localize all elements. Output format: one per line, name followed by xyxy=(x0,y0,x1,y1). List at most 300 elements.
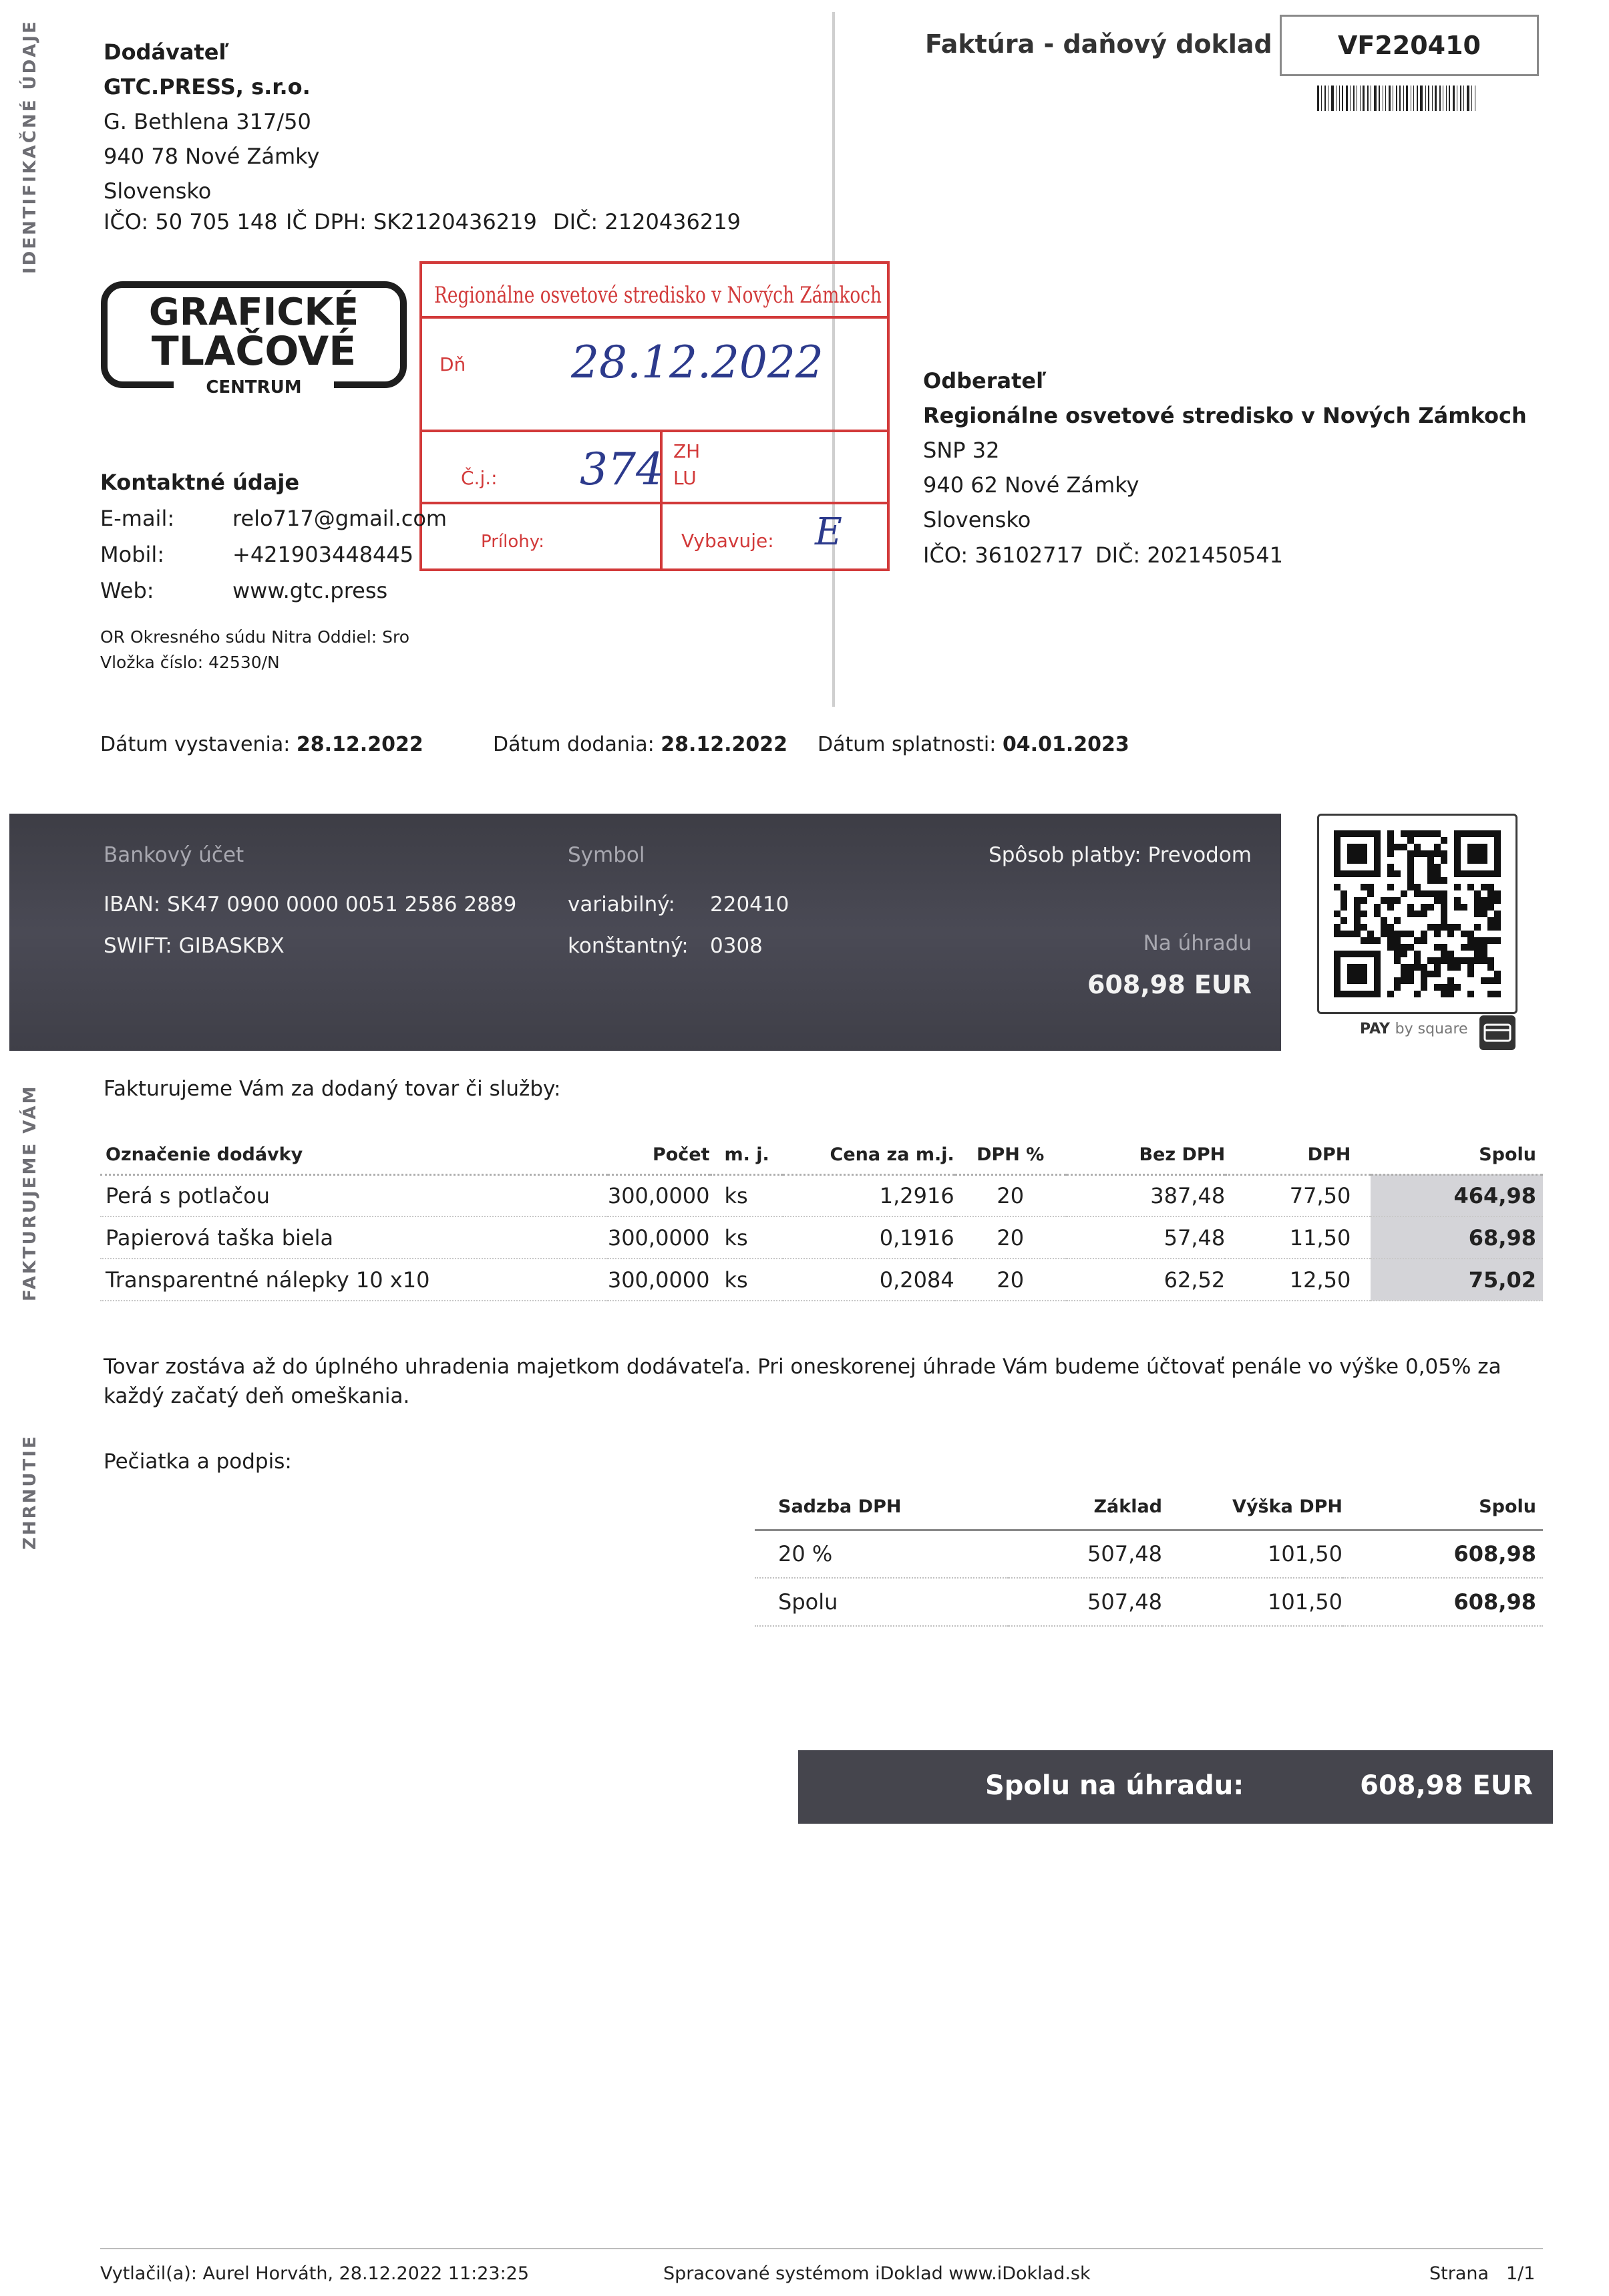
barcode-bar xyxy=(1463,86,1464,111)
stamp-lu: LU xyxy=(673,467,697,489)
stamp-number-value: 374 xyxy=(580,444,664,495)
due-amount: 608,98 EUR xyxy=(1087,970,1252,999)
qr-module xyxy=(1447,951,1454,957)
qr-module xyxy=(1487,977,1494,984)
table-row xyxy=(100,1216,1543,1259)
qr-module xyxy=(1361,937,1367,944)
qr-module xyxy=(1394,977,1401,984)
qr-module xyxy=(1494,897,1501,904)
qr-module xyxy=(1474,904,1481,911)
qr-module xyxy=(1454,964,1461,971)
barcode-bar xyxy=(1339,86,1340,111)
qr-module xyxy=(1467,931,1474,937)
qr-module xyxy=(1494,911,1501,917)
customer-street: SNP 32 xyxy=(923,438,1000,463)
swift: SWIFT: GIBASKBX xyxy=(104,934,285,958)
qr-module xyxy=(1387,850,1394,857)
qr-module xyxy=(1340,904,1347,911)
item-vat-rate: 20 xyxy=(954,1174,1067,1216)
qr-module xyxy=(1407,850,1414,857)
qr-module xyxy=(1401,931,1407,937)
qr-module xyxy=(1407,931,1414,937)
qr-module xyxy=(1394,917,1401,924)
qr-module xyxy=(1367,937,1374,944)
qr-module xyxy=(1467,964,1474,971)
col-unit: m. j. xyxy=(710,1136,783,1174)
qr-module xyxy=(1414,937,1421,944)
sum-col-vat: Výška DPH xyxy=(1162,1484,1343,1530)
item-unit-price: 0,2084 xyxy=(783,1259,954,1301)
item-total: 75,02 xyxy=(1371,1259,1543,1301)
col-count: Počet xyxy=(608,1136,710,1174)
summary-total: 608,98 xyxy=(1343,1578,1543,1626)
barcode-bar xyxy=(1385,86,1386,111)
qr-module xyxy=(1441,857,1447,864)
col-net: Bez DPH xyxy=(1067,1136,1226,1174)
item-name: Perá s potlačou xyxy=(100,1174,608,1216)
date-issued-value: 28.12.2022 xyxy=(296,733,423,756)
qr-module xyxy=(1474,951,1481,957)
qr-module xyxy=(1447,924,1454,931)
qr-module xyxy=(1447,964,1454,971)
qr-module xyxy=(1474,911,1481,917)
summary-total: 608,98 xyxy=(1343,1530,1543,1578)
qr-module xyxy=(1441,924,1447,931)
qr-module xyxy=(1407,904,1414,911)
stamp-and-signature: Pečiatka a podpis: xyxy=(104,1450,292,1474)
qr-module xyxy=(1361,897,1367,904)
qr-module xyxy=(1407,870,1414,877)
qr-module xyxy=(1421,977,1427,984)
qr-module xyxy=(1481,911,1487,917)
qr-module xyxy=(1334,931,1340,937)
summary-rate: Spolu xyxy=(755,1578,1009,1626)
qr-module xyxy=(1441,897,1447,904)
qr-module xyxy=(1427,957,1434,964)
invoice-intro: Fakturujeme Vám za dodaný tovar či služby: xyxy=(104,1077,561,1101)
footer-page: 1/1 xyxy=(1506,2263,1536,2284)
summary-base: 507,48 xyxy=(1009,1530,1162,1578)
qr-module xyxy=(1487,904,1494,911)
qr-module xyxy=(1427,877,1434,884)
supplier-city: 940 78 Nové Zámky xyxy=(104,144,320,169)
barcode-bar xyxy=(1471,86,1472,111)
qr-module xyxy=(1421,971,1427,977)
qr-module xyxy=(1421,890,1427,897)
summary-row xyxy=(755,1578,1543,1626)
date-issued xyxy=(100,733,423,756)
qr-module xyxy=(1441,917,1447,924)
qr-module xyxy=(1474,890,1481,897)
qr-module xyxy=(1407,857,1414,864)
qr-module xyxy=(1434,877,1441,884)
barcode-bar xyxy=(1360,86,1361,111)
qr-module xyxy=(1474,944,1481,951)
qr-module xyxy=(1454,957,1461,964)
date-due xyxy=(818,733,1129,756)
qr-module xyxy=(1434,897,1441,904)
barcode-bar xyxy=(1417,86,1418,111)
barcode-bar xyxy=(1399,86,1401,111)
barcode-bar xyxy=(1432,86,1433,111)
qr-module xyxy=(1427,971,1434,977)
item-unit: ks xyxy=(710,1259,783,1301)
barcode-bar xyxy=(1331,86,1334,111)
barcode-bar xyxy=(1346,86,1348,111)
qr-module xyxy=(1421,850,1427,857)
qr-module xyxy=(1387,897,1394,904)
qr-module xyxy=(1434,964,1441,971)
qr-module xyxy=(1427,870,1434,877)
company-logo xyxy=(100,279,407,399)
qr-module xyxy=(1441,991,1447,997)
qr-module xyxy=(1434,957,1441,964)
qr-module xyxy=(1414,957,1421,964)
qr-module xyxy=(1467,991,1474,997)
qr-module xyxy=(1434,864,1441,870)
qr-module xyxy=(1441,951,1447,957)
barcode-bar xyxy=(1406,86,1408,111)
qr-module xyxy=(1487,937,1494,944)
bank-account-label: Bankový účet xyxy=(104,843,244,867)
pay-by-square-pay: PAY xyxy=(1360,1021,1390,1037)
qr-module xyxy=(1387,830,1394,837)
stamp-vybavuje-value: E xyxy=(815,510,842,554)
qr-module xyxy=(1427,864,1434,870)
barcode xyxy=(1317,86,1504,111)
qr-module xyxy=(1487,917,1494,924)
qr-module xyxy=(1494,917,1501,924)
web-label: Web: xyxy=(100,578,154,603)
qr-module xyxy=(1467,937,1474,944)
barcode-bar xyxy=(1449,86,1450,111)
qr-module xyxy=(1487,964,1494,971)
qr-module xyxy=(1414,844,1421,850)
qr-module xyxy=(1394,937,1401,944)
barcode-bar xyxy=(1425,86,1426,111)
vat-summary-table xyxy=(755,1484,1543,1627)
qr-module xyxy=(1441,957,1447,964)
qr-module xyxy=(1414,964,1421,971)
qr-module xyxy=(1487,924,1494,931)
qr-module xyxy=(1381,917,1387,924)
qr-module xyxy=(1454,884,1461,890)
stamp-number-label: Č.j.: xyxy=(461,467,498,489)
barcode-bar xyxy=(1321,86,1322,111)
barcode-bar xyxy=(1396,86,1397,111)
qr-module xyxy=(1421,911,1427,917)
qr-module xyxy=(1401,964,1407,971)
qr-module xyxy=(1367,890,1374,897)
table-row xyxy=(100,1174,1543,1216)
mobile-label: Mobil: xyxy=(100,542,165,567)
supplier-street: G. Bethlena 317/50 xyxy=(104,109,311,134)
barcode-bar xyxy=(1420,86,1423,111)
qr-module xyxy=(1481,944,1487,951)
barcode-bar xyxy=(1446,86,1447,111)
qr-module xyxy=(1441,890,1447,897)
barcode-bar xyxy=(1467,86,1469,111)
qr-module xyxy=(1414,884,1421,890)
qr-module xyxy=(1481,884,1487,890)
qr-module xyxy=(1394,931,1401,937)
sum-col-rate: Sadzba DPH xyxy=(755,1484,1009,1530)
stamp-date-value: 28.12.2022 xyxy=(571,337,824,388)
item-count: 300,0000 xyxy=(608,1259,710,1301)
qr-module xyxy=(1474,924,1481,931)
qr-module xyxy=(1461,931,1467,937)
qr-module xyxy=(1407,864,1414,870)
pay-by-square-label xyxy=(1360,1021,1468,1037)
barcode-bar xyxy=(1317,86,1319,111)
customer-name: Regionálne osvetové stredisko v Nových Zámkoch xyxy=(923,403,1527,428)
sum-col-base: Základ xyxy=(1009,1484,1162,1530)
qr-module xyxy=(1434,984,1441,991)
item-total: 68,98 xyxy=(1371,1216,1543,1259)
date-delivery-value: 28.12.2022 xyxy=(661,733,788,756)
qr-module xyxy=(1467,957,1474,964)
qr-module xyxy=(1434,931,1441,937)
col-total: Spolu xyxy=(1371,1136,1543,1174)
qr-module xyxy=(1447,984,1454,991)
grand-total-value: 608,98 EUR xyxy=(1360,1770,1533,1801)
qr-module xyxy=(1434,971,1441,977)
item-vat: 77,50 xyxy=(1225,1174,1371,1216)
qr-module xyxy=(1481,951,1487,957)
qr-module xyxy=(1354,917,1361,924)
qr-module xyxy=(1354,904,1361,911)
qr-module xyxy=(1394,870,1401,877)
qr-module xyxy=(1414,830,1421,837)
supplier-ico: IČO: 50 705 148 xyxy=(104,209,278,234)
qr-module xyxy=(1421,964,1427,971)
qr-module xyxy=(1401,844,1407,850)
summary-vat: 101,50 xyxy=(1162,1530,1343,1578)
stamp-date-label: Dň xyxy=(439,353,466,375)
qr-module xyxy=(1414,911,1421,917)
qr-module xyxy=(1347,931,1354,937)
vs-value: 220410 xyxy=(710,892,789,917)
qr-module xyxy=(1340,897,1347,904)
grand-total-band xyxy=(798,1750,1553,1824)
stamp-vybavuje-label: Vybavuje: xyxy=(681,530,774,552)
barcode-bar xyxy=(1367,86,1369,111)
qr-module xyxy=(1474,937,1481,944)
qr-module xyxy=(1421,931,1427,937)
qr-module xyxy=(1421,937,1427,944)
iban: IBAN: SK47 0900 0000 0051 2586 2889 xyxy=(104,892,517,917)
qr-module xyxy=(1361,924,1367,931)
qr-module xyxy=(1407,837,1414,844)
col-unit-price: Cena za m.j. xyxy=(783,1136,954,1174)
qr-module xyxy=(1467,944,1474,951)
qr-module xyxy=(1494,991,1501,997)
side-label-invoice: FAKTURUJEME VÁM xyxy=(20,1084,40,1301)
qr-module xyxy=(1481,897,1487,904)
qr-module xyxy=(1434,944,1441,951)
qr-module xyxy=(1334,911,1340,917)
qr-module xyxy=(1387,870,1394,877)
supplier-dic: DIČ: 2120436219 xyxy=(553,209,741,234)
qr-module xyxy=(1441,837,1447,844)
qr-module xyxy=(1381,931,1387,937)
qr-module xyxy=(1394,897,1401,904)
qr-module xyxy=(1454,984,1461,991)
qr-module xyxy=(1487,897,1494,904)
qr-module xyxy=(1441,877,1447,884)
side-label-ident: IDENTIFIKAČNÉ ÚDAJE xyxy=(20,19,40,274)
qr-module xyxy=(1427,924,1434,931)
supplier-heading: Dodávateľ xyxy=(104,39,229,65)
footer-page-label: Strana xyxy=(1429,2263,1489,2284)
qr-module xyxy=(1434,850,1441,857)
qr-module xyxy=(1421,984,1427,991)
qr-module xyxy=(1387,884,1394,890)
qr-module xyxy=(1481,937,1487,944)
ks-value: 0308 xyxy=(710,934,763,958)
side-label-summary: ZHRNUTIE xyxy=(20,1434,40,1550)
qr-module xyxy=(1340,890,1347,897)
qr-module xyxy=(1481,957,1487,964)
qr-module xyxy=(1381,924,1387,931)
qr-module xyxy=(1447,977,1454,984)
qr-module xyxy=(1367,931,1374,937)
qr-module xyxy=(1340,917,1347,924)
qr-module xyxy=(1401,977,1407,984)
qr-module xyxy=(1487,991,1494,997)
mobile-value: +421903448445 xyxy=(232,542,414,567)
qr-module xyxy=(1454,897,1461,904)
barcode-bar xyxy=(1460,86,1461,111)
footer-printed: Vytlačil(a): Aurel Horváth, 28.12.2022 11:23:25 xyxy=(100,2263,530,2284)
qr-module xyxy=(1374,937,1381,944)
qr-module xyxy=(1481,904,1487,911)
grand-total-label: Spolu na úhradu: xyxy=(985,1770,1244,1801)
qr-module xyxy=(1434,830,1441,837)
footer-system: Spracované systémom iDoklad www.iDoklad.sk xyxy=(663,2263,1091,2284)
qr-module xyxy=(1494,924,1501,931)
qr-module xyxy=(1387,844,1394,850)
customer-country: Slovensko xyxy=(923,507,1031,532)
document-title: Faktúra - daňový doklad xyxy=(925,29,1272,59)
qr-module xyxy=(1454,904,1461,911)
qr-module xyxy=(1387,924,1394,931)
qr-module xyxy=(1394,984,1401,991)
qr-module xyxy=(1347,844,1367,864)
customer-ico: IČO: 36102717 xyxy=(923,542,1084,568)
qr-module xyxy=(1407,964,1414,971)
customer-city: 940 62 Nové Zámky xyxy=(923,472,1139,498)
qr-module xyxy=(1441,904,1447,911)
qr-module xyxy=(1414,890,1421,897)
payment-method: Spôsob platby: Prevodom xyxy=(989,843,1252,867)
qr-module xyxy=(1347,964,1367,984)
qr-module xyxy=(1461,957,1467,964)
col-vat-rate: DPH % xyxy=(954,1136,1067,1174)
barcode-bar xyxy=(1342,86,1343,111)
date-delivery xyxy=(493,733,787,756)
customer-block xyxy=(923,363,1527,537)
summary-base: 507,48 xyxy=(1009,1578,1162,1626)
qr-module xyxy=(1407,944,1414,951)
qr-module xyxy=(1434,870,1441,877)
qr-module xyxy=(1441,911,1447,917)
item-name: Papierová taška biela xyxy=(100,1216,608,1259)
ownership-note: Tovar zostáva až do úplného uhradenia majetkom dodávateľa. Pri oneskorenej úhrade Vám budeme účtovať penále vo výške 0,05% za každý začatý deň omeškania. xyxy=(104,1355,1501,1408)
qr-module xyxy=(1494,971,1501,977)
items-header-row xyxy=(100,1136,1543,1174)
contacts-heading: Kontaktné údaje xyxy=(100,470,300,495)
qr-module xyxy=(1441,944,1447,951)
qr-module xyxy=(1361,911,1367,917)
qr-module xyxy=(1434,890,1441,897)
logo-line3: CENTRUM xyxy=(206,377,302,397)
qr-module xyxy=(1387,864,1394,870)
qr-module xyxy=(1461,944,1467,951)
qr-module xyxy=(1407,911,1414,917)
qr-module xyxy=(1374,911,1381,917)
qr-module xyxy=(1407,877,1414,884)
qr-module xyxy=(1401,951,1407,957)
item-net: 387,48 xyxy=(1067,1174,1226,1216)
qr-module xyxy=(1414,850,1421,857)
qr-module xyxy=(1407,971,1414,977)
supplier-icdph: IČ DPH: SK2120436219 xyxy=(286,209,537,234)
qr-module xyxy=(1447,957,1454,964)
item-net: 62,52 xyxy=(1067,1259,1226,1301)
qr-module xyxy=(1387,937,1394,944)
qr-module xyxy=(1401,890,1407,897)
item-vat-rate: 20 xyxy=(954,1259,1067,1301)
item-net: 57,48 xyxy=(1067,1216,1226,1259)
barcode-bar xyxy=(1324,86,1326,111)
item-name: Transparentné nálepky 10 x10 xyxy=(100,1259,608,1301)
email-link[interactable]: relo717@gmail.com xyxy=(232,506,448,531)
qr-module xyxy=(1487,884,1494,890)
customer-heading: Odberateľ xyxy=(923,368,1047,393)
summary-header-row xyxy=(755,1484,1543,1530)
qr-module xyxy=(1441,850,1447,857)
qr-module xyxy=(1421,904,1427,911)
qr-module xyxy=(1494,890,1501,897)
due-label: Na úhradu xyxy=(1143,931,1252,955)
web-link[interactable]: www.gtc.press xyxy=(232,578,388,603)
qr-module xyxy=(1487,957,1494,964)
stamp-title: Regionálne osvetové stredisko v Nových Zámkoch xyxy=(434,282,882,309)
item-count: 300,0000 xyxy=(608,1174,710,1216)
item-total: 464,98 xyxy=(1371,1174,1543,1216)
date-due-value: 04.01.2023 xyxy=(1002,733,1129,756)
qr-module xyxy=(1394,944,1401,951)
court-register-line2: Vložka číslo: 42530/N xyxy=(100,653,280,672)
pay-by-square-icon xyxy=(1479,1015,1515,1050)
logo-line1: GRAFICKÉ xyxy=(148,291,359,334)
qr-module xyxy=(1354,911,1361,917)
ks-label: konštantný: xyxy=(568,934,689,958)
qr-module xyxy=(1394,957,1401,964)
barcode-bar xyxy=(1350,86,1351,111)
item-vat: 11,50 xyxy=(1225,1216,1371,1259)
item-unit-price: 0,1916 xyxy=(783,1216,954,1259)
qr-module xyxy=(1414,991,1421,997)
qr-module xyxy=(1441,984,1447,991)
col-vat: DPH xyxy=(1225,1136,1371,1174)
qr-module xyxy=(1421,830,1427,837)
item-count: 300,0000 xyxy=(608,1216,710,1259)
qr-module xyxy=(1474,897,1481,904)
item-unit: ks xyxy=(710,1216,783,1259)
qr-module xyxy=(1467,884,1474,890)
